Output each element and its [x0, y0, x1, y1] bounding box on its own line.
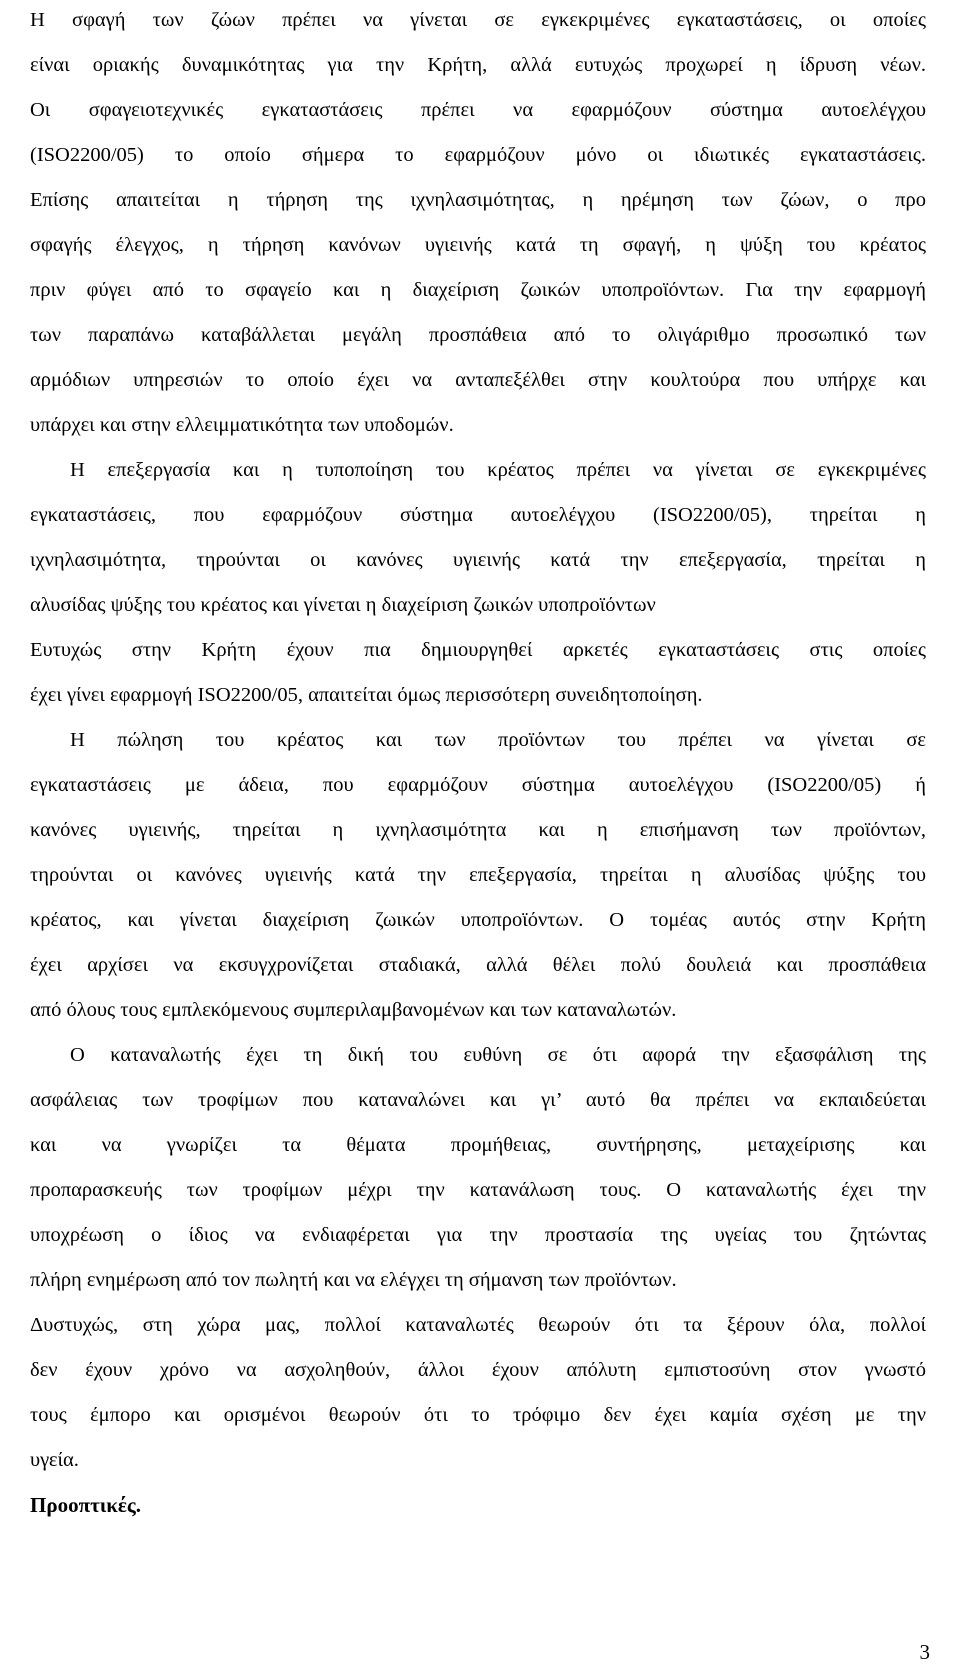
paragraph-3-line-4: τηρούνται οι κανόνες υγιεινής κατά την επεξεργασία, τηρείται η αλυσίδας ψύξης του	[30, 864, 926, 886]
paragraph-1-line-7: πριν φύγει από το σφαγείο και η διαχείριση ζωικών υποπροϊόντων. Για την εφαρμογή	[30, 279, 926, 301]
paragraph-1-line-8: των παραπάνω καταβάλλεται μεγάλη προσπάθεια από το ολιγάριθμο προσωπικό των	[30, 324, 926, 346]
paragraph-2-line-1: Η επεξεργασία και η τυποποίηση του κρέατος πρέπει να γίνεται σε εγκεκριμένες	[70, 459, 926, 481]
paragraph-1-line-4: (ISO2200/05) το οποίο σήμερα το εφαρμόζουν μόνο οι ιδιωτικές εγκαταστάσεις.	[30, 144, 926, 166]
paragraph-2-line-3: ιχνηλασιμότητα, τηρούνται οι κανόνες υγιεινής κατά την επεξεργασία, τηρείται η	[30, 549, 926, 571]
paragraph-4-line-2: ασφάλειας των τροφίμων που καταναλώνει και γι’ αυτό θα πρέπει να εκπαιδεύεται	[30, 1089, 926, 1111]
paragraph-4-line-6: πλήρη ενημέρωση από τον πωλητή και να ελέγχει τη σήμανση των προϊόντων.	[30, 1269, 677, 1291]
paragraph-4-line-3: και να γνωρίζει τα θέματα προμήθειας, συντήρησης, μεταχείρισης και	[30, 1134, 926, 1156]
paragraph-1-line-9: αρμόδιων υπηρεσιών το οποίο έχει να ανταπεξέλθει στην κουλτούρα που υπήρχε και	[30, 369, 926, 391]
paragraph-4-line-5: υποχρέωση ο ίδιος να ενδιαφέρεται για την προστασία της υγείας του ζητώντας	[30, 1224, 926, 1246]
paragraph-2-line-5: Ευτυχώς στην Κρήτη έχουν πια δημιουργηθεί αρκετές εγκαταστάσεις στις οποίες	[30, 639, 926, 661]
paragraph-3-line-2: εγκαταστάσεις με άδεια, που εφαρμόζουν σύστημα αυτοελέγχου (ISO2200/05) ή	[30, 774, 926, 796]
paragraph-4-line-10: υγεία.	[30, 1449, 79, 1471]
paragraph-1-line-5: Επίσης απαιτείται η τήρηση της ιχνηλασιμότητας, η ηρέμηση των ζώων, ο προ	[30, 189, 926, 211]
page-number: 3	[919, 1640, 930, 1664]
paragraph-1-line-2: είναι οριακής δυναμικότητας για την Κρήτη, αλλά ευτυχώς προχωρεί η ίδρυση νέων.	[30, 54, 926, 76]
paragraph-3-line-3: κανόνες υγιεινής, τηρείται η ιχνηλασιμότητα και η επισήμανση των προϊόντων,	[30, 819, 926, 841]
paragraph-1-line-6: σφαγής έλεγχος, η τήρηση κανόνων υγιεινής κατά τη σφαγή, η ψύξη του κρέατος	[30, 234, 926, 256]
section-heading: Προοπτικές.	[30, 1493, 142, 1517]
paragraph-4-line-4: προπαρασκευής των τροφίμων μέχρι την κατανάλωση τους. Ο καταναλωτής έχει την	[30, 1179, 926, 1201]
paragraph-2-line-4: αλυσίδας ψύξης του κρέατος και γίνεται η διαχείριση ζωικών υποπροϊόντων	[30, 594, 656, 616]
paragraph-3-line-5: κρέατος, και γίνεται διαχείριση ζωικών υποπροϊόντων. Ο τομέας αυτός στην Κρήτη	[30, 909, 926, 931]
paragraph-3-line-6: έχει αρχίσει να εκσυγχρονίζεται σταδιακά, αλλά θέλει πολύ δουλειά και προσπάθεια	[30, 954, 926, 976]
paragraph-1-line-3: Οι σφαγειοτεχνικές εγκαταστάσεις πρέπει να εφαρμόζουν σύστημα αυτοελέγχου	[30, 99, 926, 121]
paragraph-4-line-9: τους έμπορο και ορισμένοι θεωρούν ότι το τρόφιμο δεν έχει καμία σχέση με την	[30, 1404, 926, 1426]
paragraph-2-line-6: έχει γίνει εφαρμογή ISO2200/05, απαιτείται όμως περισσότερη συνειδητοποίηση.	[30, 684, 703, 706]
paragraph-4-line-1: Ο καταναλωτής έχει τη δική του ευθύνη σε ότι αφορά την εξασφάλιση της	[70, 1044, 926, 1066]
paragraph-4-line-8: δεν έχουν χρόνο να ασχοληθούν, άλλοι έχουν απόλυτη εμπιστοσύνη στον γνωστό	[30, 1359, 926, 1381]
paragraph-4-line-7: Δυστυχώς, στη χώρα μας, πολλοί καταναλωτές θεωρούν ότι τα ξέρουν όλα, πολλοί	[30, 1314, 926, 1336]
paragraph-3-line-7: από όλους τους εμπλεκόμενους συμπεριλαμβανομένων και των καταναλωτών.	[30, 999, 677, 1021]
paragraph-1-line-1: Η σφαγή των ζώων πρέπει να γίνεται σε εγκεκριμένες εγκαταστάσεις, οι οποίες	[30, 9, 926, 31]
paragraph-2-line-2: εγκαταστάσεις, που εφαρμόζουν σύστημα αυτοελέγχου (ISO2200/05), τηρείται η	[30, 504, 926, 526]
paragraph-3-line-1: Η πώληση του κρέατος και των προϊόντων του πρέπει να γίνεται σε	[70, 729, 926, 751]
paragraph-1-line-10: υπάρχει και στην ελλειμματικότητα των υποδομών.	[30, 414, 454, 436]
